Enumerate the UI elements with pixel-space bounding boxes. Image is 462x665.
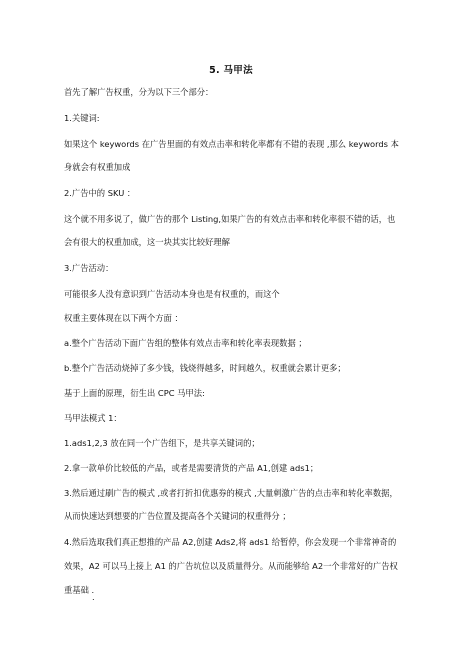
text-line: 这个就不用多说了，做广告的那个 Listing,如果广告的有效点击率和转化率很不错的话，也: [64, 214, 396, 224]
text-line: 首先了解广告权重，分为以下三个部分：: [64, 87, 214, 97]
text-line: 1.ads1,2,3 放在同一个广告组下，是共享关键词的；: [64, 438, 260, 448]
text-line: 重基础 .: [64, 585, 95, 595]
text-line: 2.拿一款单价比较低的产品，或者是需要清货的产品 A1,创建 ads1；: [64, 463, 319, 473]
text-line: 从而快速达到想要的广告位置及提高各个关键词的权重得分 ；: [64, 511, 291, 521]
text-line: 权重主要体现在以下两个方面 ：: [64, 313, 183, 323]
text-line: 马甲法模式 1：: [64, 413, 122, 423]
text-line: 身就会有权重加成: [64, 162, 131, 172]
text-line: 1.关键词:: [64, 113, 100, 123]
text-line: a.整个广告活动下面广告组的整体有效点击率和转化率表现数据 ；: [64, 338, 307, 348]
text-line: 4.然后选取我们真正想推的产品 A2,创建 Ads2,将 ads1 给暂停，你会发现一个非常神奇的: [64, 537, 397, 547]
text-line: b.整个广告活动烧掉了多少钱，钱烧得越多，时间越久，权重就会累计更多；: [64, 363, 346, 373]
text-line: 效果，A2 可以马上接上 A1 的广告坑位以及质量得分。从而能够给 A2一个非常好的广告权: [64, 561, 398, 571]
section-title: 5. 马甲法: [209, 65, 253, 76]
trailing-mark: .: [92, 592, 95, 602]
text-line: 如果这个 keywords 在广告里面的有效点击率和转化率都有不错的表现 ,那么 keywords 本: [64, 139, 399, 149]
text-line: 基于上面的原理，衍生出 CPC 马甲法:: [64, 388, 205, 398]
text-line: 3.然后通过刷广告的模式 ,或者打折扣优惠券的模式 ,大量刺激广告的点击率和转化率数据，: [64, 488, 398, 498]
text-line: 可能很多人没有意识到广告活动本身也是有权重的，而这个: [64, 289, 280, 299]
text-line: 2.广告中的 SKU ：: [64, 188, 136, 198]
text-line: 3.广告活动：: [64, 263, 114, 273]
text-line: 会有很大的权重加成，这一块其实比较好理解: [64, 237, 230, 247]
